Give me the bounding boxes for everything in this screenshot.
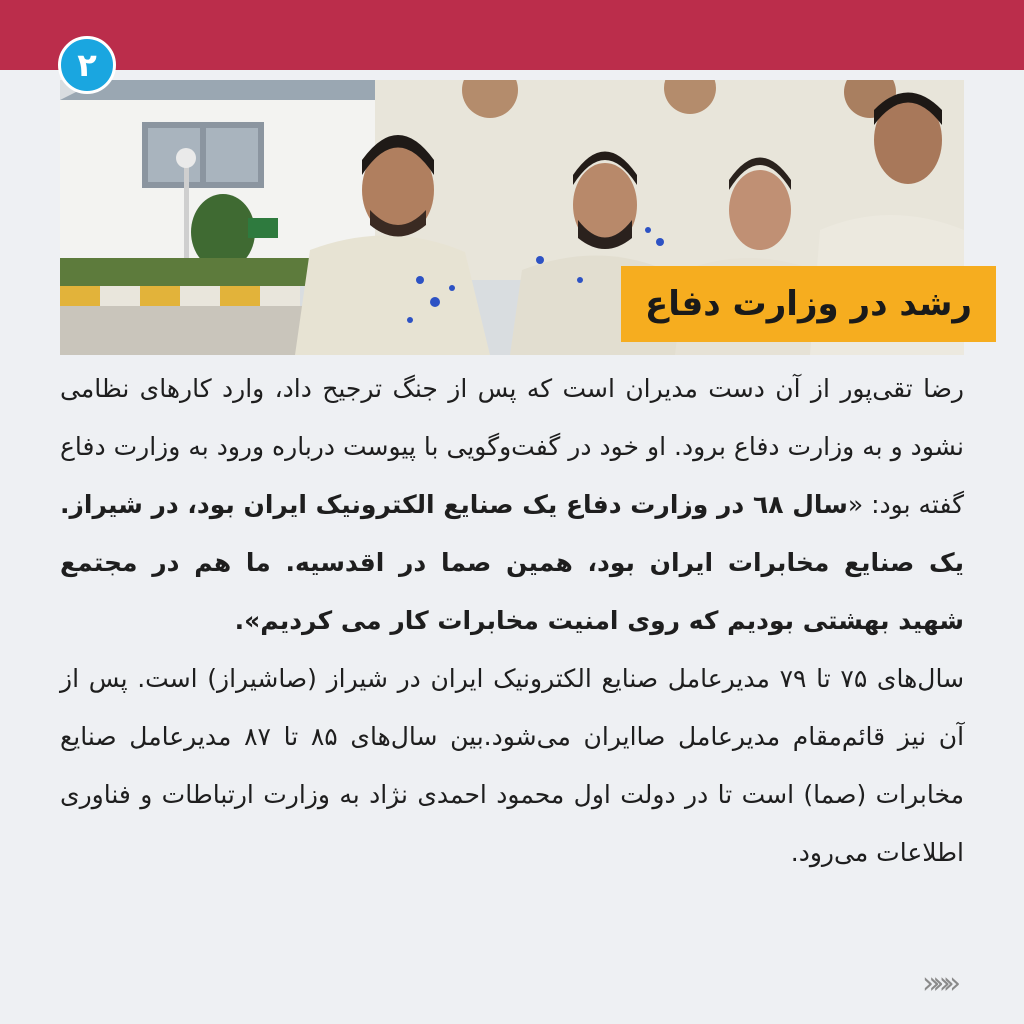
page-number: ۲ — [77, 46, 97, 84]
page-number-badge — [58, 36, 116, 94]
article-paragraph-1 — [60, 360, 964, 650]
paragraph-1-end: ». — [234, 606, 261, 635]
paragraph-1-intro: رضا تقی‌پور از آن دست مدیران است که پس از جنگ ترجیح داد، وارد کارهای نظامی نشود و به وزارت دفاع برود. او خود در گفت‌وگویی با پیوست درباره ورود به وزارت دفاع گفته بود: « — [60, 374, 964, 519]
header-bar — [0, 0, 1024, 70]
article-paragraph-2: سال‌های ۷۵ تا ۷۹ مدیرعامل صنایع الکترونیک ایران در شیراز (صاشیراز) است. پس از آن نیز قائم‌مقام مدیرعامل صاایران می‌شود.بین سال‌های ۸۵ تا ۸۷ مدیرعامل صنایع مخابرات (صما) است تا در دولت اول محمود احمدی نژاد به وزارت ارتباطات و فناوری اطلاعات می‌رود. — [60, 664, 965, 867]
paragraph-1-quote: سال ٦٨ در وزارت دفاع یک صنایع الکترونیک ایران بود، در شیراز. یک صنایع مخابرات ایران بود، همین صما در اقدسیه. ما هم در مجتمع شهید بهشتی بودیم که روی امنیت مخابرات کار می کردیم — [60, 490, 964, 635]
article-body — [60, 360, 964, 882]
more-arrows-label: »»» — [922, 966, 954, 1001]
section-title: رشد در وزارت دفاع — [645, 284, 972, 324]
chevron-triple-icon[interactable] — [922, 966, 966, 1006]
section-title-box — [621, 266, 996, 342]
